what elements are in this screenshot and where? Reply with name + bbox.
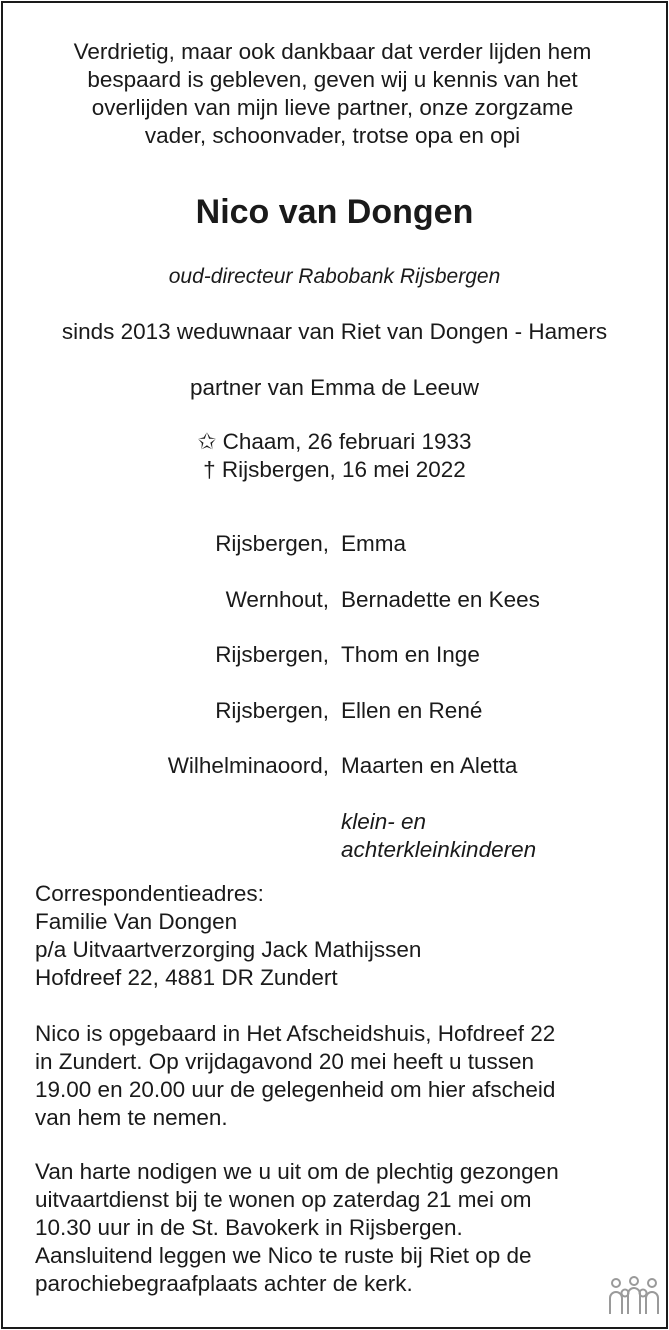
funeral-service-info bbox=[35, 1158, 635, 1298]
address-line: p/a Uitvaartverzorging Jack Mathijssen bbox=[35, 937, 422, 962]
former-role: oud-directeur Rabobank Rijsbergen bbox=[168, 265, 501, 288]
intro-text bbox=[30, 38, 635, 150]
intro-line: overlijden van mijn lieve partner, onze zorgzame bbox=[91, 95, 574, 120]
family-place: Wilhelminaoord, bbox=[167, 753, 329, 778]
deceased-name: Nico van Dongen bbox=[195, 193, 474, 231]
family-place: Rijsbergen, bbox=[215, 531, 329, 556]
widower-line: sinds 2013 weduwnaar van Riet van Dongen - Hamers bbox=[61, 319, 608, 344]
family-place: Rijsbergen, bbox=[215, 642, 329, 667]
visit-line: van hem te nemen. bbox=[35, 1105, 228, 1130]
family-names: Emma bbox=[341, 531, 407, 556]
visit-line: Nico is opgebaard in Het Afscheidshuis, Hofdreef 22 bbox=[35, 1021, 556, 1046]
service-line: parochiebegraafplaats achter de kerk. bbox=[35, 1271, 413, 1296]
intro-line: bespaard is gebleven, geven wij u kennis van het bbox=[87, 67, 578, 92]
visitation-info bbox=[35, 1020, 635, 1132]
address-line: Hofdreef 22, 4881 DR Zundert bbox=[35, 965, 338, 990]
visit-line: 19.00 en 20.00 uur de gelegenheid om hier afscheid bbox=[35, 1077, 556, 1102]
address-line: Familie Van Dongen bbox=[35, 909, 238, 934]
family-logo-icon bbox=[608, 1276, 660, 1316]
grandchildren-line: klein- en bbox=[341, 809, 427, 834]
service-line: Van harte nodigen we u uit om de plechtig gezongen bbox=[35, 1159, 559, 1184]
birth-line: ✩ Chaam, 26 februari 1933 bbox=[197, 429, 472, 454]
grandchildren-line: achterkleinkinderen bbox=[341, 837, 537, 862]
service-line: 10.30 uur in de St. Bavokerk in Rijsbergen. bbox=[35, 1215, 463, 1240]
family-names: Ellen en René bbox=[341, 698, 483, 723]
family-names: Bernadette en Kees bbox=[341, 587, 540, 612]
correspondence-address bbox=[35, 880, 635, 992]
family-names: Maarten en Aletta bbox=[341, 753, 518, 778]
service-line: Aansluitend leggen we Nico te ruste bij Riet op de bbox=[35, 1243, 532, 1268]
family-place: Wernhout, bbox=[225, 587, 329, 612]
family-names: Thom en Inge bbox=[341, 642, 480, 667]
family-place: Rijsbergen, bbox=[215, 698, 329, 723]
intro-line: Verdrietig, maar ook dankbaar dat verder lijden hem bbox=[73, 39, 592, 64]
death-line: † Rijsbergen, 16 mei 2022 bbox=[203, 457, 466, 482]
intro-line: vader, schoonvader, trotse opa en opi bbox=[144, 123, 521, 148]
partner-line: partner van Emma de Leeuw bbox=[190, 375, 479, 400]
visit-line: in Zundert. Op vrijdagavond 20 mei heeft u tussen bbox=[35, 1049, 535, 1074]
address-line: Correspondentieadres: bbox=[35, 881, 264, 906]
service-line: uitvaartdienst bij te wonen op zaterdag 21 mei om bbox=[35, 1187, 532, 1212]
grandchildren bbox=[341, 808, 536, 864]
